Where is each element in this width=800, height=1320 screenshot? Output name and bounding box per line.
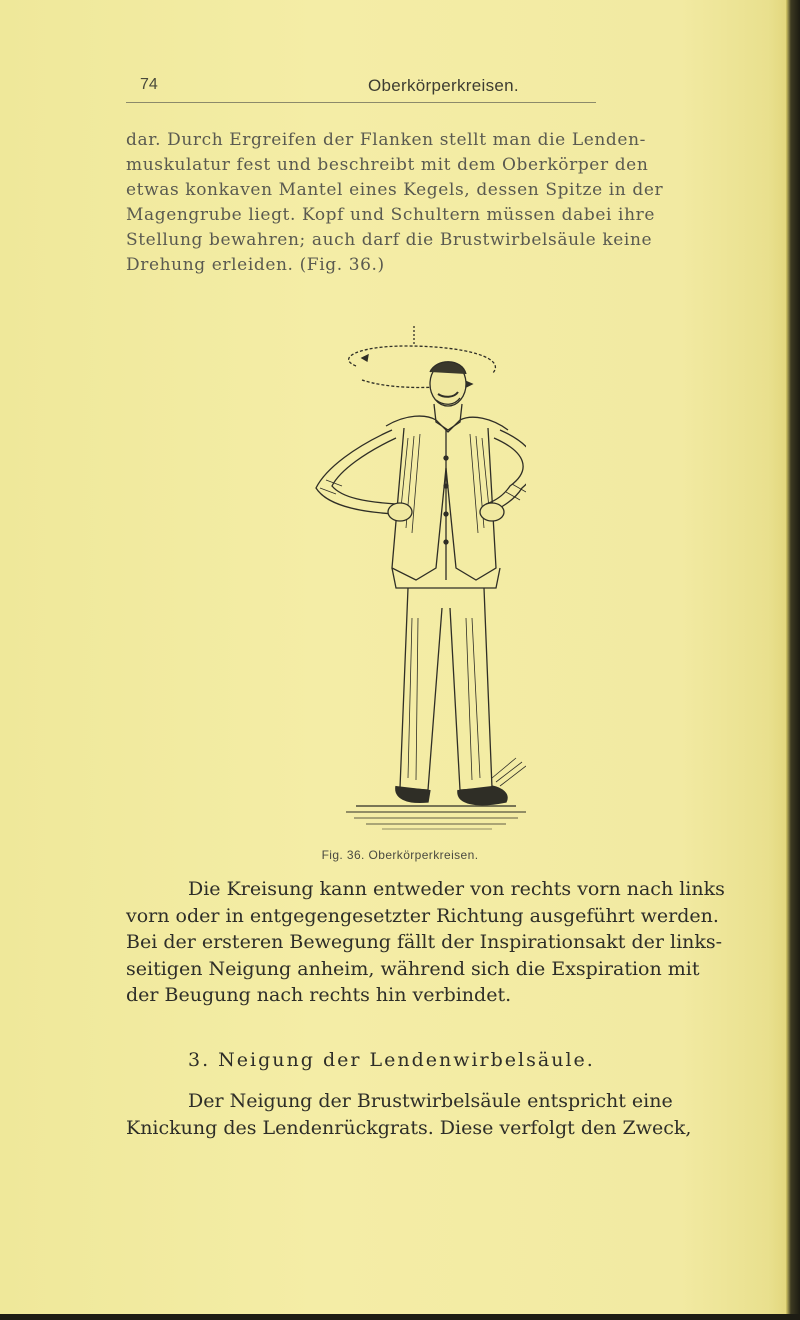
page-edge-shadow <box>768 0 786 1320</box>
figure-caption: Fig. 36. Oberkörperkreisen. <box>321 848 479 862</box>
header-rule <box>126 102 596 103</box>
text-line: etwas konkaven Mantel eines Kegels, dessen Spitze in der <box>126 180 664 200</box>
paragraph-2 <box>126 1088 766 1141</box>
text-line: Bei der ersteren Bewegung fällt der Inspirationsakt der links- <box>126 931 723 953</box>
text-line <box>126 876 766 903</box>
text-line <box>126 1088 766 1115</box>
top-paragraph <box>126 128 738 278</box>
book-spine-edge <box>786 0 800 1320</box>
text-line-content: Der Neigung der Brustwirbelsäule entspricht eine <box>188 1090 673 1112</box>
page-bottom-edge <box>0 1314 800 1320</box>
page-number: 74 <box>140 76 158 93</box>
text-line-content: Die Kreisung kann entweder von rechts vorn nach links <box>188 878 725 900</box>
text-line: Drehung erleiden. (Fig. 36.) <box>126 255 385 275</box>
page-header <box>126 76 736 104</box>
running-title: Oberkörperkreisen. <box>368 76 519 95</box>
text-line: muskulatur fest und beschreibt mit dem Oberkörper den <box>126 155 649 175</box>
text-line: Magengrube liegt. Kopf und Schultern müssen dabei ihre <box>126 205 656 225</box>
figure-illustration <box>296 318 526 848</box>
text-line: dar. Durch Ergreifen der Flanken stellt man die Lenden- <box>126 130 646 150</box>
paragraph-1 <box>126 876 766 1009</box>
text-line: seitigen Neigung anheim, während sich die Exspiration mit <box>126 957 700 980</box>
section-heading: 3. Neigung der Lendenwirbelsäule. <box>188 1049 595 1071</box>
text-line: Knickung des Lendenrückgrats. Diese verfolgt den Zweck, <box>126 1116 692 1139</box>
text-line: der Beugung nach rechts hin verbindet. <box>126 984 512 1006</box>
text-line: vorn oder in entgegengesetzter Richtung ausgeführt werden. <box>126 904 719 927</box>
text-line: Stellung bewahren; auch darf die Brustwirbelsäule keine <box>126 230 653 250</box>
